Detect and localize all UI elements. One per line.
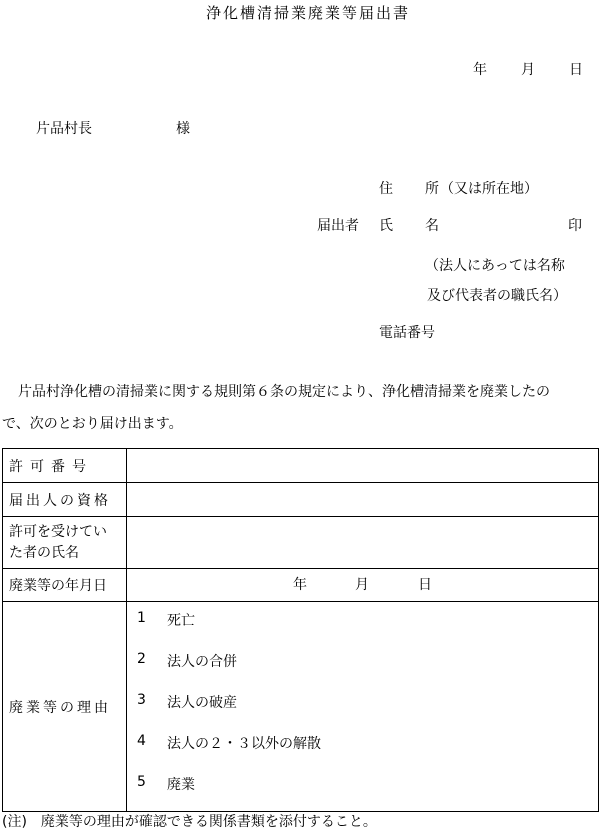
reason-list xyxy=(127,606,598,811)
closure-date-day-label: 日 xyxy=(418,577,432,593)
address-label-char1: 住 xyxy=(379,181,393,197)
document-title: 浄化槽清掃業廃業等届出書 xyxy=(205,4,410,22)
table-row-permit-number xyxy=(3,449,599,483)
permit-holder-label-line2: た者の氏名 xyxy=(9,544,79,561)
reason-label: 廃業等の理由 xyxy=(9,699,111,716)
reason-text: 法人の破産 xyxy=(167,695,237,711)
phone-label: 電話番号 xyxy=(379,325,435,341)
permit-number-label: 許可番号 xyxy=(9,458,93,475)
permit-holder-label-cell xyxy=(3,517,127,569)
reason-number: 2 xyxy=(137,651,146,667)
qualification-label-cell xyxy=(3,483,127,517)
reason-value-cell xyxy=(127,602,599,812)
corporation-note-line2: 及び代表者の職氏名） xyxy=(427,288,567,304)
reason-item-2[interactable] xyxy=(127,647,598,688)
corporation-note-line1: （法人にあっては名称 xyxy=(425,258,565,274)
reason-item-1[interactable] xyxy=(127,606,598,647)
permit-holder-value-cell[interactable] xyxy=(127,517,599,569)
reason-number: 5 xyxy=(137,774,146,790)
permit-holder-label-line1: 許可を受けてい xyxy=(9,523,107,540)
reason-number: 3 xyxy=(137,692,146,708)
addressee-honorific: 様 xyxy=(176,121,190,137)
closure-date-value-cell[interactable] xyxy=(127,569,599,602)
reason-item-5[interactable] xyxy=(127,770,598,811)
date-month-label: 月 xyxy=(521,62,535,78)
closure-form-table xyxy=(2,448,599,812)
statement-line2: で、次のとおり届け出ます。 xyxy=(2,416,183,432)
name-label-char2: 名 xyxy=(425,218,439,234)
closure-date-label-cell xyxy=(3,569,127,602)
address-label-char2: 所 xyxy=(425,181,439,197)
table-row-reason xyxy=(3,602,599,812)
address-note: （又は所在地） xyxy=(440,181,538,197)
table-row-closure-date xyxy=(3,569,599,602)
qualification-value-cell[interactable] xyxy=(127,483,599,517)
qualification-label: 届出人の資格 xyxy=(9,492,111,509)
reason-number: 4 xyxy=(137,733,146,749)
seal-mark: 印 xyxy=(568,218,582,234)
reason-text: 死亡 xyxy=(167,613,195,629)
name-label-char1: 氏 xyxy=(379,218,393,234)
footnote: (注) 廃業等の理由が確認できる関係書類を添付すること。 xyxy=(2,814,377,830)
closure-date-label: 廃業等の年月日 xyxy=(9,578,107,594)
table-row-qualification xyxy=(3,483,599,517)
date-day-label: 日 xyxy=(569,62,583,78)
reason-text: 法人の２・３以外の解散 xyxy=(167,736,321,752)
closure-date-month-label: 月 xyxy=(355,577,369,593)
permit-number-label-cell xyxy=(3,449,127,483)
reason-number: 1 xyxy=(137,610,146,626)
addressee-name: 片品村長 xyxy=(36,121,92,137)
table-row-permit-holder xyxy=(3,517,599,569)
date-year-label: 年 xyxy=(473,62,487,78)
reason-label-cell xyxy=(3,602,127,812)
notifier-label: 届出者 xyxy=(317,218,359,234)
statement-line1: 片品村浄化槽の清掃業に関する規則第６条の規定により、浄化槽清掃業を廃業したの xyxy=(18,384,550,400)
reason-item-4[interactable] xyxy=(127,729,598,770)
reason-item-3[interactable] xyxy=(127,688,598,729)
permit-number-value-cell[interactable] xyxy=(127,449,599,483)
reason-text: 法人の合併 xyxy=(167,654,237,670)
closure-date-year-label: 年 xyxy=(293,577,307,593)
reason-text: 廃業 xyxy=(167,777,195,793)
